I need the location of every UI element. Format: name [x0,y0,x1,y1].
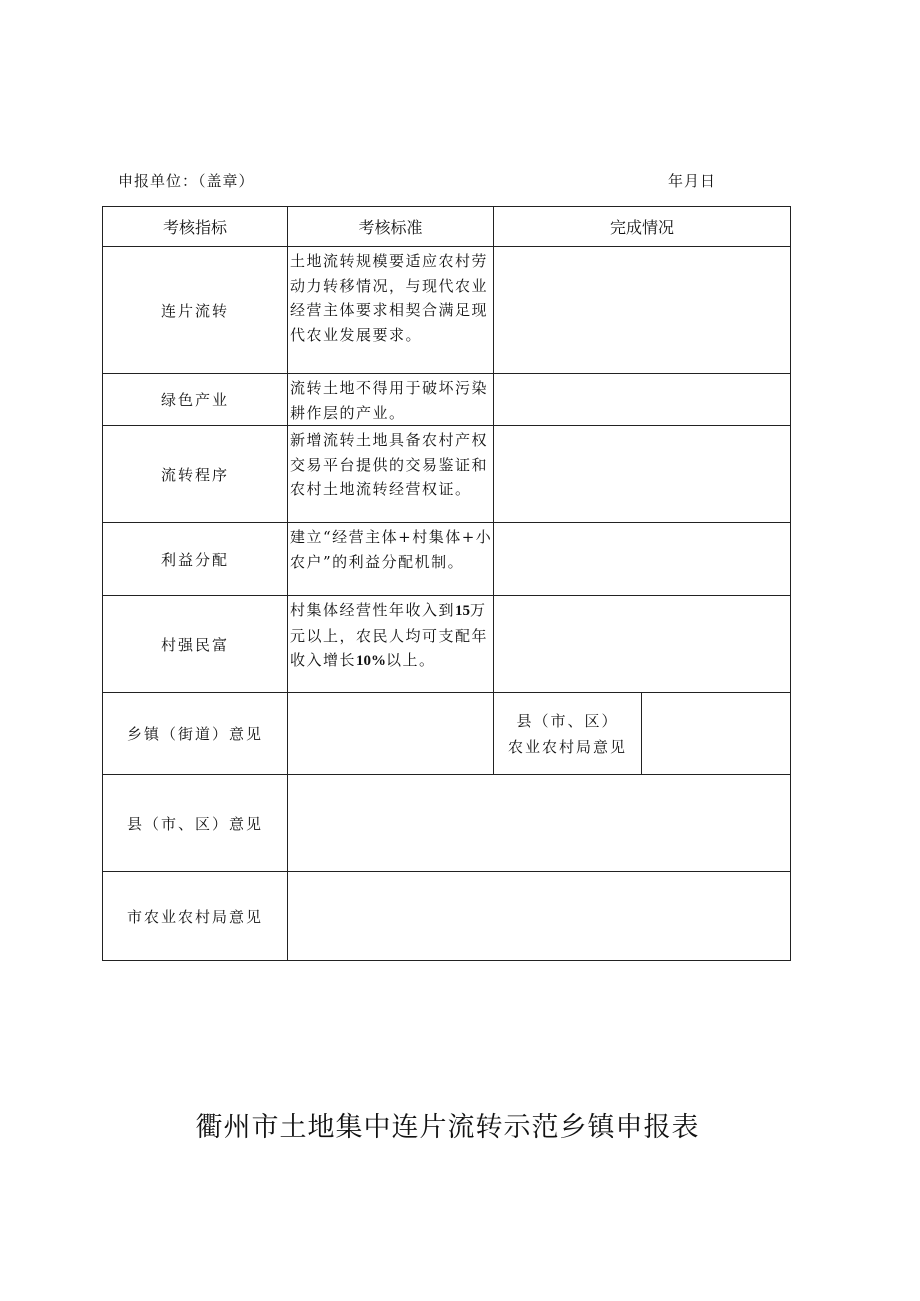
county-bureau-label-line2: 农业农村局意见 [507,737,627,756]
county-opinion-field[interactable] [288,775,791,872]
indicator-cell: 利益分配 [103,523,288,596]
township-opinion-field[interactable] [288,693,494,775]
document-title: 衢州市土地集中连片流转示范乡镇申报表 [195,1112,700,1143]
table-row [103,374,791,426]
indicator-cell: 村强民富 [103,596,288,693]
table-row [103,247,791,374]
completion-cell[interactable] [494,426,791,523]
completion-cell[interactable] [494,523,791,596]
opinion-row [103,775,791,872]
assessment-table [102,206,791,961]
indicator-cell: 流转程序 [103,426,288,523]
table-row [103,596,791,693]
city-bureau-opinion-field[interactable] [288,872,791,961]
indicator-cell: 连片流转 [103,247,288,374]
county-opinion-label: 县（市、区）意见 [103,775,288,872]
opinion-row [103,872,791,961]
standard-text-part: 万元以上，农民人均可支配年收入增长 [290,601,489,669]
table-header-row [103,207,791,247]
standard-cell: 流转土地不得用于破坏污染耕作层的产业。 [288,374,494,426]
completion-cell[interactable] [494,596,791,693]
header-completion: 完成情况 [494,207,791,247]
header-standard: 考核标准 [288,207,494,247]
indicator-cell: 绿色产业 [103,374,288,426]
standard-cell [288,596,494,693]
county-bureau-label-line1: 县（市、区） [516,711,619,730]
table-row [103,523,791,596]
city-bureau-opinion-label: 市农业农村局意见 [103,872,288,961]
standard-cell: 土地流转规模要适应农村劳动力转移情况，与现代农业经营主体要求相契合满足现代农业发展要求。 [288,247,494,374]
township-opinion-label: 乡镇（街道）意见 [103,693,288,775]
growth-rate-number: 10% [356,653,387,669]
standard-cell: 建立“经营主体+村集体+小农户”的利益分配机制。 [288,523,494,596]
applicant-unit-label: 申报单位：（盖章） [118,172,255,190]
completion-cell[interactable] [494,247,791,374]
income-target-number: 15 [455,603,471,619]
table-row [103,426,791,523]
county-bureau-opinion-field[interactable] [642,693,791,775]
completion-cell[interactable] [494,374,791,426]
standard-text-part: 村集体经营性年收入到 [290,601,456,619]
standard-cell: 新增流转土地具备农村产权交易平台提供的交易鉴证和农村土地流转经营权证。 [288,426,494,523]
header-indicator: 考核指标 [103,207,288,247]
opinion-row [103,693,791,775]
date-label: 年月日 [668,172,717,190]
county-bureau-opinion-label [494,693,642,775]
standard-text-part: 以上。 [386,651,436,669]
